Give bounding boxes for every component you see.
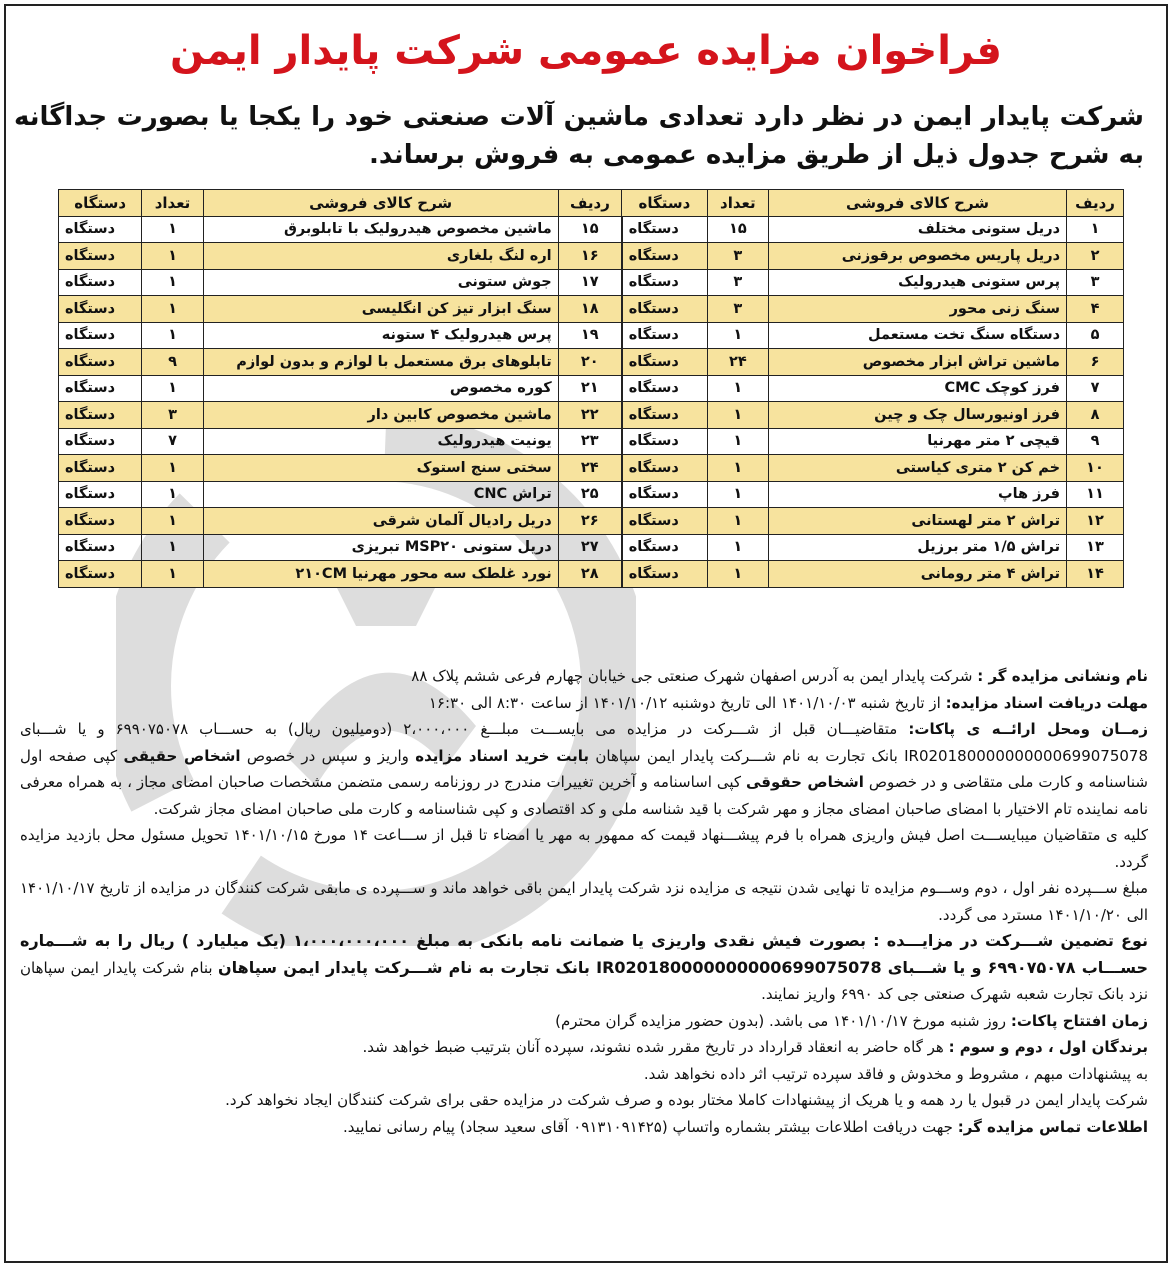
place-bold-3: اشخاص حقوقی bbox=[745, 773, 864, 791]
row-number-cell: ۲۳ bbox=[558, 428, 622, 455]
unit-cell: دستگاه bbox=[59, 561, 142, 588]
description-cell: تابلوهای برق مستعمل با لوازم و بدون لوازم bbox=[203, 349, 558, 376]
row-number-cell: ۲۸ bbox=[558, 561, 622, 588]
deposit-paragraph: مبلغ ســـپرده نفر اول ، دوم وســـوم مزایده تا نهایی شدن نتیجه ی مزایده نزد شرکت پایدار ایمن باقی خواهد ماند و ســـپرده ی مابقی شرکت کنندگان در مزایده از تاریخ ۱۴۰۱/۱۰/۱۷ الی ۱۴۰۱/۱۰/۲۰ مسترد می گردد. bbox=[20, 879, 1148, 924]
row-number-cell: ۸ bbox=[1067, 402, 1124, 429]
opening-label: زمان افتتاح پاکات: bbox=[1010, 1011, 1148, 1030]
quantity-cell: ۱ bbox=[707, 455, 768, 482]
description-cell: تراش ۱/۵ متر برزیل bbox=[769, 534, 1067, 561]
deadline-text: از تاریخ شنبه ۱۴۰۱/۱۰/۰۳ الی تاریخ دوشنبه ۱۴۰۱/۱۰/۱۲ از ساعت ۸:۳۰ الی ۱۶:۳۰ bbox=[428, 693, 941, 712]
description-cell: پرس ستونی هیدرولیک bbox=[769, 269, 1067, 296]
quantity-cell: ۷ bbox=[142, 428, 203, 455]
unit-cell: دستگاه bbox=[622, 349, 707, 376]
description-cell: تراش CNC bbox=[203, 481, 558, 508]
quantity-cell: ۱ bbox=[142, 269, 203, 296]
description-cell: اره لنگ بلغاری bbox=[203, 243, 558, 270]
deadline-line bbox=[20, 690, 1148, 717]
table-row bbox=[59, 216, 1124, 243]
guarantee-rest: بنام شرکت پایدار ایمن سپاهان نزد بانک تجارت شعبه شهرک صنعتی جی کد ۶۹۹۰ واریز نمایند. bbox=[20, 958, 1148, 1003]
unit-cell: دستگاه bbox=[59, 216, 142, 243]
unit-cell: دستگاه bbox=[59, 534, 142, 561]
unit-cell: دستگاه bbox=[59, 481, 142, 508]
quantity-cell: ۱ bbox=[707, 534, 768, 561]
unit-cell: دستگاه bbox=[622, 243, 707, 270]
quantity-cell: ۳ bbox=[707, 296, 768, 323]
place-text-1: متقاضیـــان قبل از شـــرکت در مزایده می بایســـت مبلـــغ ۲،۰۰۰،۰۰۰ (دومیلیون ریال) به حســـاب ۶۹۹۰۷۵۰۷۸ و یا شـــبای IR020180000000000699075078 بانک تجارت به نام شـــرکت پایدار ایمن سپاهان bbox=[20, 720, 1149, 765]
description-cell: خم کن ۲ متری کیاستی bbox=[769, 455, 1067, 482]
description-cell: فرز اونیورسال چک و چین bbox=[769, 402, 1067, 429]
description-cell: قیچی ۲ متر مهرنیا bbox=[769, 428, 1067, 455]
table-row bbox=[59, 296, 1124, 323]
announcement-page bbox=[4, 4, 1168, 1263]
winners-text: هر گاه حاضر به انعقاد قرارداد در تاریخ مقرر شده نشوند، سپرده آنان بترتیب ضبط خواهد شد. bbox=[362, 1038, 944, 1056]
description-cell: سنگ ابزار تیز کن انگلیسی bbox=[203, 296, 558, 323]
table-row bbox=[59, 402, 1124, 429]
table-row bbox=[59, 349, 1124, 376]
description-cell: ماشین مخصوص هیدرولیک با تابلوبرق bbox=[203, 216, 558, 243]
table-row bbox=[59, 481, 1124, 508]
submission-paragraph bbox=[20, 716, 1148, 822]
page-title: فراخوان مزایده عمومی شرکت پایدار ایمن bbox=[170, 28, 1002, 74]
header-qty-2: تعداد bbox=[142, 190, 203, 217]
row-number-cell: ۲۷ bbox=[558, 534, 622, 561]
header-desc-2: شرح کالای فروشی bbox=[203, 190, 558, 217]
unit-cell: دستگاه bbox=[622, 561, 707, 588]
description-cell: دریل ستونی مختلف bbox=[769, 216, 1067, 243]
header-unit-1: دستگاه bbox=[622, 190, 707, 217]
quantity-cell: ۱ bbox=[707, 428, 768, 455]
place-text-4: کپی اساسنامه و آخرین تغییرات مندرج در روزنامه رسمی متضمن مشخصات صاحبان امضای مجاز ، به همراه معرفی نامه نماینده تام الاختیار با امضای صاحبان امضای مجاز و مهر شرکت با قید شناسه ملی و کد اقتصادی و کپی شناسنامه و کارت ملی صاحبان امضای مجاز شرکت. bbox=[20, 773, 1148, 818]
unit-cell: دستگاه bbox=[59, 349, 142, 376]
unit-cell: دستگاه bbox=[622, 216, 707, 243]
table-row bbox=[59, 534, 1124, 561]
quantity-cell: ۱ bbox=[142, 375, 203, 402]
unit-cell: دستگاه bbox=[59, 402, 142, 429]
description-cell: نورد غلطک سه محور مهرنیا ۲۱۰CM bbox=[203, 561, 558, 588]
contact-line bbox=[20, 1114, 1148, 1141]
quantity-cell: ۱ bbox=[707, 561, 768, 588]
description-cell: کوره مخصوص bbox=[203, 375, 558, 402]
description-cell: دریل رادیال آلمان شرقی bbox=[203, 508, 558, 535]
row-number-cell: ۱۹ bbox=[558, 322, 622, 349]
row-number-cell: ۱۲ bbox=[1067, 508, 1124, 535]
row-number-cell: ۱۴ bbox=[1067, 561, 1124, 588]
deadline-label: مهلت دریافت اسناد مزایده: bbox=[945, 693, 1148, 712]
table-header bbox=[59, 190, 1124, 217]
place-bold-2: اشخاص حقیقی bbox=[123, 746, 241, 765]
quantity-cell: ۱۵ bbox=[707, 216, 768, 243]
unit-cell: دستگاه bbox=[622, 481, 707, 508]
quantity-cell: ۹ bbox=[142, 349, 203, 376]
guarantee-bold: نوع تضمین شـــرکت در مزایـــده : بصورت فیش نقدی واریزی یا ضمانت نامه بانکی به مبلغ ۱،۰۰۰،۰۰۰،۰۰۰ (یک میلیارد ) ریال را به شـــماره حســـاب ۶۹۹۰۷۵۰۷۸ و یا شـــبای IR020180000000000699075078 بانک تجارت به نام شـــرکت پایدار ایمن سپاهان bbox=[20, 931, 1149, 977]
description-cell: فرز هاپ bbox=[769, 481, 1067, 508]
unit-cell: دستگاه bbox=[622, 534, 707, 561]
quantity-cell: ۱ bbox=[142, 481, 203, 508]
quantity-cell: ۱ bbox=[142, 534, 203, 561]
quantity-cell: ۱ bbox=[707, 402, 768, 429]
unit-cell: دستگاه bbox=[622, 322, 707, 349]
row-number-cell: ۵ bbox=[1067, 322, 1124, 349]
unit-cell: دستگاه bbox=[59, 269, 142, 296]
quantity-cell: ۱ bbox=[142, 561, 203, 588]
description-cell: فرز کوچک CMC bbox=[769, 375, 1067, 402]
row-number-cell: ۱ bbox=[1067, 216, 1124, 243]
description-cell: ماشین تراش ابزار مخصوص bbox=[769, 349, 1067, 376]
quantity-cell: ۱ bbox=[142, 243, 203, 270]
quantity-cell: ۱ bbox=[142, 455, 203, 482]
unit-cell: دستگاه bbox=[622, 269, 707, 296]
unit-cell: دستگاه bbox=[59, 296, 142, 323]
header-row-2: ردیف bbox=[558, 190, 622, 217]
announcement-body bbox=[20, 663, 1148, 1140]
quantity-cell: ۱ bbox=[707, 508, 768, 535]
contact-text: جهت دریافت اطلاعات بیشتر بشماره واتساپ (۰۹۱۳۱۰۹۱۴۲۵ آقای سعید سجاد) پیام رسانی نمایید. bbox=[343, 1117, 953, 1136]
unit-cell: دستگاه bbox=[622, 508, 707, 535]
description-cell: تراش ۴ متر رومانی bbox=[769, 561, 1067, 588]
row-number-cell: ۲۲ bbox=[558, 402, 622, 429]
quantity-cell: ۱ bbox=[707, 481, 768, 508]
description-cell: سنگ زنی محور bbox=[769, 296, 1067, 323]
row-number-cell: ۶ bbox=[1067, 349, 1124, 376]
table-row bbox=[59, 428, 1124, 455]
header-unit-2: دستگاه bbox=[59, 190, 142, 217]
table-row bbox=[59, 375, 1124, 402]
row-number-cell: ۱۱ bbox=[1067, 481, 1124, 508]
description-cell: دستگاه سنگ تخت مستعمل bbox=[769, 322, 1067, 349]
place-bold-1: بابت خرید اسناد مزایده bbox=[415, 746, 590, 765]
quantity-cell: ۳ bbox=[707, 269, 768, 296]
intro-text: شرکت پایدار ایمن در نظر دارد تعدادی ماشین آلات صنعتی خود را یکجا یا بصورت جداگانه به شرح جدول ذیل از طریق مزایده عمومی به فروش برساند. bbox=[14, 102, 1144, 170]
description-cell: پرس هیدرولیک ۴ ستونه bbox=[203, 322, 558, 349]
contact-label: اطلاعات تماس مزایده گر: bbox=[957, 1117, 1148, 1136]
address-label: نام ونشانی مزایده گر : bbox=[977, 667, 1148, 685]
quantity-cell: ۱ bbox=[142, 296, 203, 323]
row-number-cell: ۱۸ bbox=[558, 296, 622, 323]
unit-cell: دستگاه bbox=[622, 296, 707, 323]
row-number-cell: ۱۵ bbox=[558, 216, 622, 243]
quantity-cell: ۳ bbox=[707, 243, 768, 270]
place-text-3: کپی صفحه اول شناسنامه و کارت ملی متقاضی و در خصوص bbox=[20, 746, 1148, 791]
quantity-cell: ۱ bbox=[707, 375, 768, 402]
winners-line bbox=[20, 1034, 1148, 1061]
unit-cell: دستگاه bbox=[622, 428, 707, 455]
address-text: شرکت پایدار ایمن به آدرس اصفهان شهرک صنعتی جی خیابان چهارم فرعی ششم پلاک ۸۸ bbox=[411, 667, 973, 685]
unit-cell: دستگاه bbox=[59, 243, 142, 270]
row-number-cell: ۹ bbox=[1067, 428, 1124, 455]
description-cell: ماشین مخصوص کابین دار bbox=[203, 402, 558, 429]
quantity-cell: ۱ bbox=[707, 322, 768, 349]
row-number-cell: ۱۳ bbox=[1067, 534, 1124, 561]
row-number-cell: ۱۷ bbox=[558, 269, 622, 296]
header-row-1: ردیف bbox=[1067, 190, 1124, 217]
quantity-cell: ۲۴ bbox=[707, 349, 768, 376]
table-row bbox=[59, 455, 1124, 482]
opening-text: روز شنبه مورخ ۱۴۰۱/۱۰/۱۷ می باشد. (بدون حضور مزایده گران محترم) bbox=[555, 1011, 1007, 1030]
row-number-cell: ۲۴ bbox=[558, 455, 622, 482]
guarantee-paragraph bbox=[20, 928, 1148, 1008]
unit-cell: دستگاه bbox=[59, 508, 142, 535]
table-row bbox=[59, 508, 1124, 535]
unit-cell: دستگاه bbox=[622, 402, 707, 429]
address-line bbox=[20, 663, 1148, 690]
vague-offers-line: به پیشنهادات مبهم ، مشروط و مخدوش و فاقد سپرده ترتیب اثر داده نخواهد شد. bbox=[643, 1064, 1148, 1083]
unit-cell: دستگاه bbox=[59, 375, 142, 402]
row-number-cell: ۲۶ bbox=[558, 508, 622, 535]
row-number-cell: ۲ bbox=[1067, 243, 1124, 270]
row-number-cell: ۲۵ bbox=[558, 481, 622, 508]
description-cell: تراش ۲ متر لهستانی bbox=[769, 508, 1067, 535]
description-cell: سختی سنج استوک bbox=[203, 455, 558, 482]
place-text-2: واریز و سپس در خصوص bbox=[246, 746, 409, 765]
winners-label: برندگان اول ، دوم و سوم : bbox=[948, 1038, 1148, 1056]
opening-line bbox=[20, 1008, 1148, 1035]
description-cell: جوش ستونی bbox=[203, 269, 558, 296]
quantity-cell: ۱ bbox=[142, 508, 203, 535]
row-number-cell: ۷ bbox=[1067, 375, 1124, 402]
unit-cell: دستگاه bbox=[622, 455, 707, 482]
rights-line: شرکت پایدار ایمن در قبول یا رد همه و یا هریک از پیشنهادات کاملا مختار بوده و صرف شرکت در مزایده حقی برای شرکت کنندگان ایجاد نخواهد کرد. bbox=[225, 1091, 1148, 1109]
submit-paragraph: کلیه ی متقاضیان میبایســـت اصل فیش واریزی همراه با فرم پیشـــنهاد قیمت که ممهور به مهر یا امضاء تا قبل از ســـاعت ۱۴ مورخ ۱۴۰۱/۱۰/۱۵ تحویل مسئول محل بازدید مزایده گردد. bbox=[20, 826, 1148, 871]
table-row bbox=[59, 561, 1124, 588]
goods-table bbox=[58, 189, 1124, 588]
description-cell: یونیت هیدرولیک bbox=[203, 428, 558, 455]
unit-cell: دستگاه bbox=[59, 322, 142, 349]
place-label: زمــان ومحل ارائــه ی پاکات: bbox=[908, 720, 1148, 738]
row-number-cell: ۳ bbox=[1067, 269, 1124, 296]
header-qty-1: تعداد bbox=[707, 190, 768, 217]
row-number-cell: ۴ bbox=[1067, 296, 1124, 323]
table-row bbox=[59, 322, 1124, 349]
unit-cell: دستگاه bbox=[59, 455, 142, 482]
row-number-cell: ۲۱ bbox=[558, 375, 622, 402]
quantity-cell: ۱ bbox=[142, 322, 203, 349]
quantity-cell: ۱ bbox=[142, 216, 203, 243]
row-number-cell: ۲۰ bbox=[558, 349, 622, 376]
description-cell: دریل پاریس مخصوص برقوزنی bbox=[769, 243, 1067, 270]
unit-cell: دستگاه bbox=[622, 375, 707, 402]
header-desc-1: شرح کالای فروشی bbox=[769, 190, 1067, 217]
row-number-cell: ۱۰ bbox=[1067, 455, 1124, 482]
unit-cell: دستگاه bbox=[59, 428, 142, 455]
table-row bbox=[59, 243, 1124, 270]
table-row bbox=[59, 269, 1124, 296]
quantity-cell: ۳ bbox=[142, 402, 203, 429]
description-cell: دریل ستونی MSP۲۰ تبریزی bbox=[203, 534, 558, 561]
row-number-cell: ۱۶ bbox=[558, 243, 622, 270]
